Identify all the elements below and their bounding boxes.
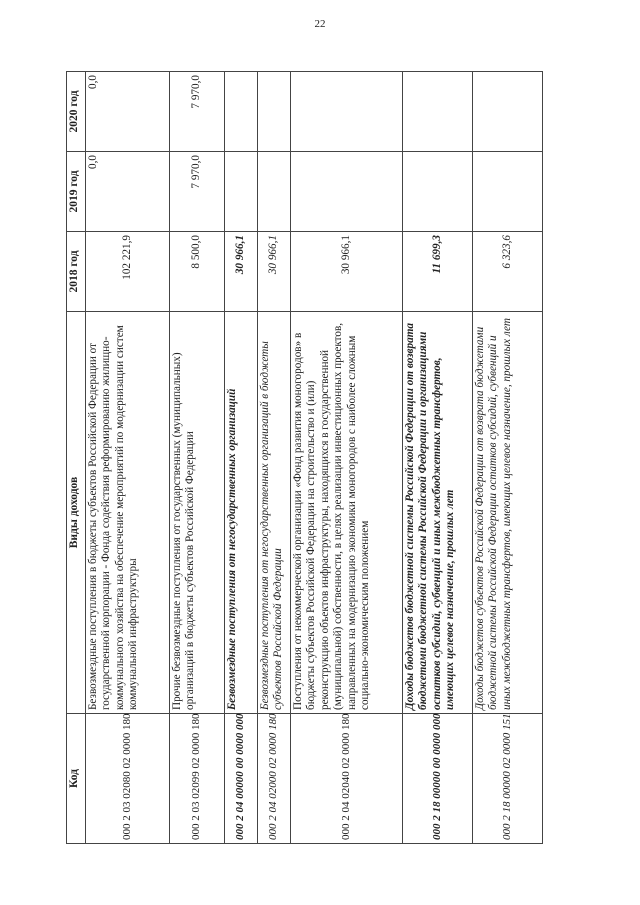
- row-value-2018: 30 966,1: [225, 232, 258, 312]
- row-value-2019: [291, 152, 403, 232]
- row-code: 000 2 04 02000 02 0000 180: [258, 714, 291, 844]
- row-code: 000 2 03 02099 02 0000 180: [170, 714, 225, 844]
- table-row: [170, 72, 225, 844]
- header-2020: 2020 год: [67, 72, 86, 152]
- row-value-2018: 11 699,3: [403, 232, 473, 312]
- row-value-2019: [473, 152, 543, 232]
- row-name: Безвозмездные поступления от негосударственных организаций в бюджеты субъектов Российской Федерации: [258, 312, 291, 714]
- table-row: [225, 72, 258, 844]
- row-value-2018: 6 323,6: [473, 232, 543, 312]
- row-value-2020: [225, 72, 258, 152]
- rotated-table-area: [66, 72, 540, 844]
- row-value-2019: [403, 152, 473, 232]
- row-value-2020: 7 970,0: [170, 72, 225, 152]
- row-value-2019: 7 970,0: [170, 152, 225, 232]
- revenue-table: [66, 71, 543, 844]
- row-code: 000 2 18 00000 00 0000 000: [403, 714, 473, 844]
- row-code: 000 2 04 00000 00 0000 000: [225, 714, 258, 844]
- page-number: 22: [314, 18, 326, 30]
- table-row: [291, 72, 403, 844]
- header-2019: 2019 год: [67, 152, 86, 232]
- row-value-2020: [291, 72, 403, 152]
- row-value-2018: 30 966,1: [258, 232, 291, 312]
- row-value-2018: 102 221,9: [86, 232, 170, 312]
- header-code: Код: [67, 714, 86, 844]
- table-row: [403, 72, 473, 844]
- row-value-2018: 30 966,1: [291, 232, 403, 312]
- row-value-2020: 0,0: [86, 72, 170, 152]
- row-value-2018: 8 500,0: [170, 232, 225, 312]
- table-row: [258, 72, 291, 844]
- row-name: Поступления от некоммерческой организации «Фонд развития моногородов» в бюджеты субъектов Российской Федерации на строительство и (или) реконструкцию объектов инфраструктуры, находящихся в государственной (муниципальной) собственности, в целях реализации инвестиционных проектов, направленных на модернизацию экономики моногородов с наиболее сложным социально-экономическим положением: [291, 312, 403, 714]
- row-value-2019: [225, 152, 258, 232]
- header-2018: 2018 год: [67, 232, 86, 312]
- row-code: 000 2 03 02080 02 0000 180: [86, 714, 170, 844]
- header-revenue-type: Виды доходов: [67, 312, 86, 714]
- row-name: Безвозмездные поступления в бюджеты субъектов Российской Федерации от государственной корпорации - Фонда содействия реформированию жилищно-коммунального хозяйства на обеспечение мероприятий по модернизации систем коммунальной инфраструктуры: [86, 312, 170, 714]
- row-value-2020: [473, 72, 543, 152]
- row-value-2019: 0,0: [86, 152, 170, 232]
- table-row: [473, 72, 543, 844]
- header-row: [67, 72, 86, 844]
- row-value-2019: [258, 152, 291, 232]
- table-row: [86, 72, 170, 844]
- row-code: 000 2 18 00000 02 0000 151: [473, 714, 543, 844]
- row-code: 000 2 04 02040 02 0000 180: [291, 714, 403, 844]
- row-name: Доходы бюджетов бюджетной системы Российской Федерации от возврата бюджетами бюджетной системы Российской Федерации и организациями остатков субсидий, субвенций и иных межбюджетных трансфертов, имеющих целевое назначение, прошлых лет: [403, 312, 473, 714]
- row-name: Безвозмездные поступления от негосударственных организаций: [225, 312, 258, 714]
- row-name: Прочие безвозмездные поступления от государственных (муниципальных) организаций в бюджеты субъектов Российской Федерации: [170, 312, 225, 714]
- row-value-2020: [403, 72, 473, 152]
- row-name: Доходы бюджетов субъектов Российской Федерации от возврата бюджетами бюджетной системы Российской Федерации остатков субсидий, субвенций и иных межбюджетных трансфертов, имеющих целевое назначение, прошлых лет: [473, 312, 543, 714]
- row-value-2020: [258, 72, 291, 152]
- table-container: [66, 72, 540, 844]
